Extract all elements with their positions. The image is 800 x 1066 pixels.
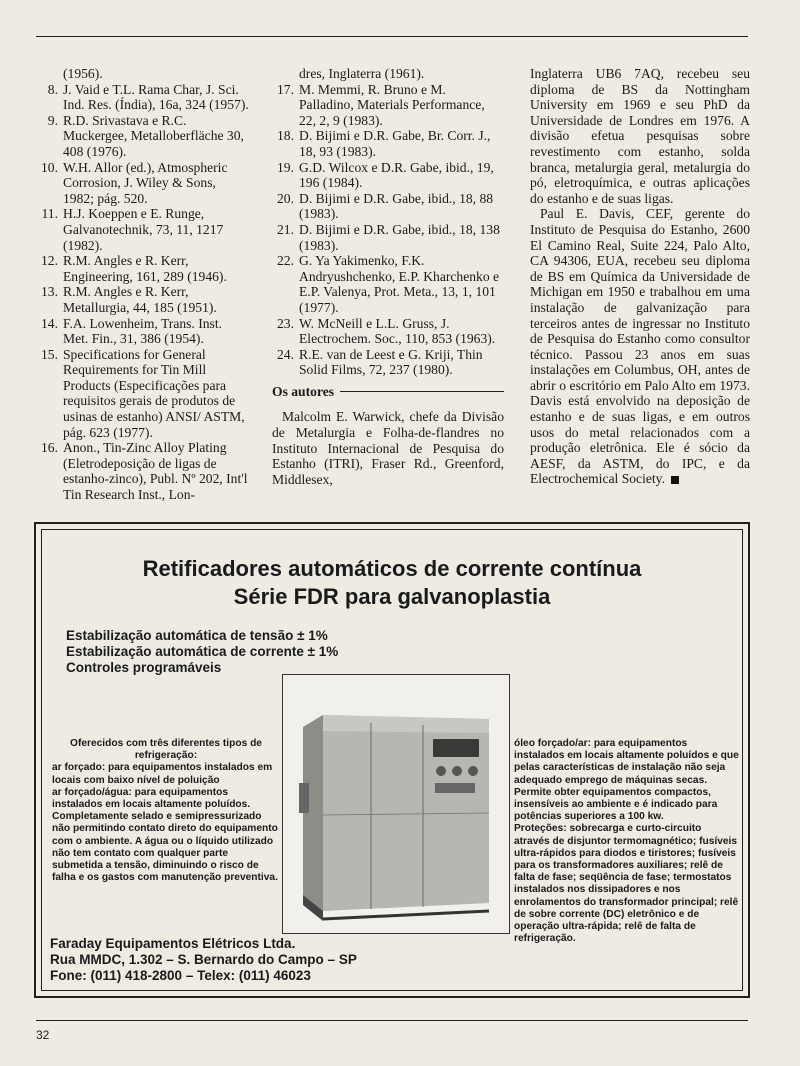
references-column-1 (36, 66, 250, 503)
protections-text (514, 738, 739, 945)
company-info (50, 936, 357, 984)
reference-text: dres, Inglaterra (1961). (299, 66, 425, 81)
authors-heading: Os autores (272, 384, 504, 400)
end-mark-icon (671, 476, 679, 484)
reference-text: M. Memmi, R. Bruno e M. Palladino, Materials Performance, 22, 2, 9 (1983). (299, 81, 485, 128)
cabinet-illustration (283, 675, 509, 933)
references-column-2 (272, 66, 504, 487)
company-phone: Fone: (011) 418-2800 – Telex: (011) 46023 (50, 968, 311, 983)
reference-text: R.M. Angles e R. Kerr, Metallurgia, 44, 185 (1951). (63, 284, 217, 315)
reference-text: J. Vaid e T.L. Rama Char, J. Sci. Ind. Res. (Índia), 16a, 324 (1957). (63, 81, 249, 113)
ad-inner-frame (41, 529, 743, 991)
cooling-intro: Oferecidos com três diferentes tipos de refrigeração: (70, 738, 262, 762)
feature-current: Estabilização automática de corrente ± 1% (66, 644, 339, 659)
reference-number: 23. (277, 315, 294, 331)
reference-number: 17. (277, 81, 294, 97)
reference-text: G.D. Wilcox e D.R. Gabe, ibid., 19, 196 (1984). (299, 159, 494, 191)
reference-text: (1956). (63, 66, 103, 81)
reference-item (272, 128, 504, 159)
reference-item (272, 191, 504, 222)
cooling-forced-air-water: ar forçado/água: para equipamentos instalados em locais altamente poluídos. Completamente selado e semipressurizado não permitindo contato direto do equipamento com o ambiente. A água ou o líquido utilizado não tem contato com qualquer parte submetida a tensão, diminuindo o risco de falha e os gastos com manutenção preventiva. (52, 786, 278, 884)
ad-title-1: Retificadores automáticos de corrente contínua (142, 556, 642, 581)
authors-paragraph-1-start: Malcolm E. Warwick, chefe da Divisão de Metalurgia e Folha-de-flandres no Instituto Internacional de Pesquisa do Estanho (ITRI), Fraser Rd., Greenford, Middlesex, (272, 409, 504, 487)
reference-number (36, 66, 63, 82)
ad-features (66, 628, 338, 676)
company-address: Rua MMDC, 1.302 – S. Bernardo do Campo – SP (50, 952, 357, 967)
authors-paragraph-2: Paul E. Davis, CEF, gerente do Instituto de Pesquisa do Estanho, 2600 El Camino Real, Suite 224, Palo Alto, CA 94306, EUA, recebeu seu diploma de BS em Química da Universidade de Michigan em 1950 e trabalhou em uma instalação de galvanização para terceiros antes de ingressar no Instituto de Pesquisa do Estanho como consultor técnico. Passou 23 anos em suas instalações em Columbus, OH, antes de abrir o escritório em Palo Alto em 1973. Davis está envolvido na deposição de estanho e de suas ligas, e em outros usos do metal relacionados com a produção eletrônica. Ele é sócio da AESF, da ASTM, do IPC, e da Electrochemical Society. (530, 206, 750, 487)
reference-number: 22. (277, 253, 294, 269)
reference-text: G. Ya Yakimenko, F.K. Andryushchenko, E.P. Kharchenko e E.P. Valenya, Prot. Meta., 13, 1, 101 (1977). (299, 253, 500, 315)
reference-text: Anon., Tin-Zinc Alloy Plating (Eletrodeposição de ligas de estanho-zinco), Publ. Nº 202, Int'l Tin Research Inst., Lon- (63, 440, 248, 503)
reference-number: 12. (41, 253, 58, 269)
reference-item (36, 113, 250, 160)
reference-item (36, 66, 250, 82)
reference-text: R.E. van de Leest e G. Kriji, Thin Solid Films, 72, 237 (1980). (299, 346, 483, 378)
bottom-rule (36, 1020, 748, 1021)
reference-item (36, 347, 250, 441)
feature-controls: Controles programáveis (66, 660, 222, 675)
reference-text: D. Bijimi e D.R. Gabe, Br. Corr. J., 18, 93 (1983). (299, 128, 491, 159)
reference-number: 11. (41, 206, 58, 222)
company-name: Faraday Equipamentos Elétricos Ltda. (50, 936, 296, 951)
authors-paragraph-1-cont: Inglaterra UB6 7AQ, recebeu seu diploma de BS da Nottingham University em 1969 e seu PhD da Universidade de Londres em 1976. A divisão efetua pesquisas sobre revestimento com estanho, solda branca, metalurgia geral, metalurgia do pó, eletroquímica, e outras aplicações do estanho e de suas ligas. (530, 66, 750, 206)
advertisement (34, 522, 750, 998)
reference-number: 9. (47, 112, 58, 128)
reference-number: 24. (277, 346, 294, 362)
cooling-options-text (52, 738, 280, 884)
reference-number (272, 66, 299, 82)
reference-item (272, 347, 504, 378)
reference-number: 14. (41, 315, 58, 331)
cooling-forced-oil: óleo forçado/ar: para equipamentos instalados em locais altamente poluídos e que pelas características de instalação não seja adequado emprego de máquinas secas. Permite obter equipamentos compactos, insensíveis ao ambiente e é indicado para potências superiores a 100 kw. (514, 738, 739, 823)
reference-item (272, 316, 504, 347)
reference-item (36, 253, 250, 284)
reference-item (36, 440, 250, 502)
reference-text: W.H. Allor (ed.), Atmospheric Corrosion, J. Wiley & Sons, 1982; pág. 520. (63, 159, 228, 206)
reference-item (36, 316, 250, 347)
reference-number: 18. (277, 128, 294, 144)
reference-text: D. Bijimi e D.R. Gabe, ibid., 18, 138 (1983). (299, 221, 500, 253)
protections-list: Proteções: sobrecarga e curto-circuito através de disjuntor termomagnético; fusíveis ultra-rápidos para diodos e tiristores; fusíveis para os transformadores auxiliares; relê de falta de fase; seqüência de fase; termostatos instalados nos dissipadores e nos enrolamentos do transformador principal; relê de sobre corrente (DC) eletrônico e de operação ultra-rápida; relê de falta de refrigeração. (514, 823, 739, 945)
reference-item (36, 206, 250, 253)
cooling-forced-air: ar forçado: para equipamentos instalados em locais com baixo nível de poluição (52, 762, 273, 786)
reference-text: D. Bijimi e D.R. Gabe, ibid., 18, 88 (1983). (299, 190, 494, 222)
reference-text: R.M. Angles e R. Kerr, Engineering, 161, 289 (1946). (63, 253, 227, 284)
reference-number: 16. (41, 440, 58, 456)
reference-item (36, 82, 250, 113)
reference-text: R.D. Srivastava e R.C. Muckergee, Metalloberfläche 30, 408 (1976). (63, 112, 244, 159)
reference-number: 21. (277, 221, 294, 237)
ad-title-2: Série FDR para galvanoplastia (233, 584, 551, 609)
reference-item (272, 160, 504, 191)
reference-number: 13. (41, 284, 58, 300)
reference-item (36, 160, 250, 207)
authors-column-3 (530, 66, 750, 487)
reference-number: 20. (277, 190, 294, 206)
reference-text: Specifications for General Requirements for Tin Mill Products (Especificações para requisitos gerais de produtos de usinas de estanho) ANSI/ ASTM, pág. 623 (1977). (63, 346, 245, 440)
reference-text: W. McNeill e L.L. Gruss, J. Electrochem. Soc., 110, 853 (1963). (299, 315, 496, 347)
reference-item (272, 82, 504, 129)
reference-item (36, 284, 250, 315)
reference-item (272, 222, 504, 253)
rectifier-cabinet-photo (282, 674, 510, 934)
feature-voltage: Estabilização automática de tensão ± 1% (66, 628, 328, 643)
reference-text: H.J. Koeppen e E. Runge, Galvanotechnik, 73, 11, 1217 (1982). (63, 206, 224, 253)
reference-number: 19. (277, 159, 294, 175)
page-number: 32 (36, 1028, 50, 1042)
reference-item (272, 253, 504, 315)
reference-text: F.A. Lowenheim, Trans. Inst. Met. Fin., 31, 386 (1954). (63, 315, 223, 347)
reference-item (272, 66, 504, 82)
top-rule (36, 36, 748, 37)
reference-number: 10. (41, 159, 58, 175)
reference-number: 8. (47, 81, 58, 97)
reference-number: 15. (41, 346, 58, 362)
